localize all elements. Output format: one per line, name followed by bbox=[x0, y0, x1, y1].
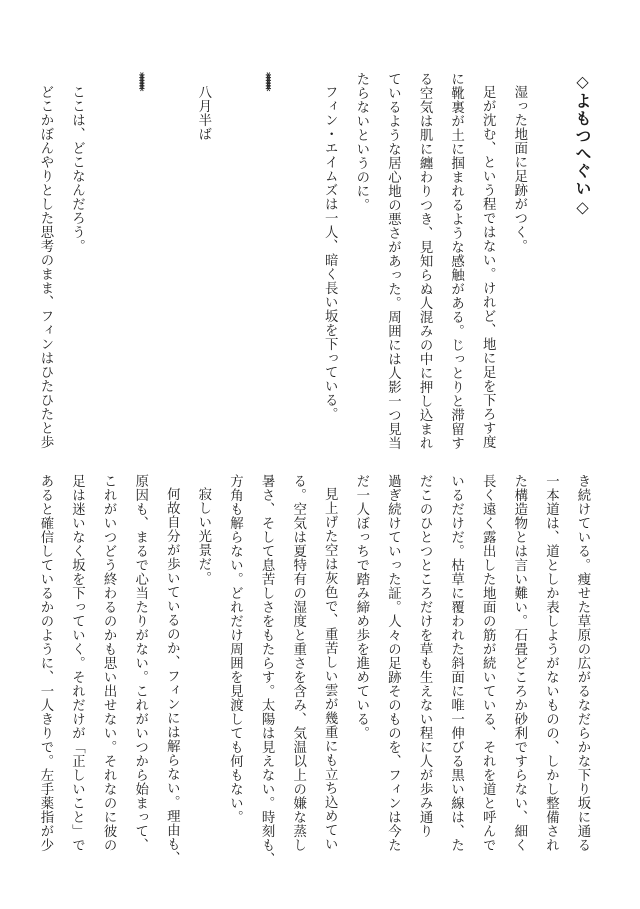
blank-line bbox=[156, 72, 188, 452]
paragraph-line: ここは、どこなんだろう。 bbox=[69, 85, 85, 254]
paragraph-line: き続けている。痩せた草原の広がるなだらかな下り坂に通る bbox=[575, 474, 590, 852]
paragraph-line: あると確信しているかのように、一人きりで。左手薬指が少 bbox=[37, 474, 53, 852]
paragraph-line: 過ぎ続けていった証。人々の足跡そのものを、フィンは今た bbox=[385, 474, 401, 852]
paragraph-line: これがいつどう終わるのかも思い出せない。それなのに彼の bbox=[101, 474, 117, 852]
paragraph-line: る空気は肌に纏わりつき、見知らぬ人混みの中に押し込まれ bbox=[417, 72, 433, 450]
upper-text-block bbox=[38, 72, 598, 452]
paragraph-line: 暑さ、そして息苦しさをもたらす。太陽は見えない。時刻も、 bbox=[259, 474, 275, 866]
paragraph-line: たらないというのに。 bbox=[353, 72, 369, 212]
paragraph-line: 見上げた空は灰色で、重苦しい雲が幾重にも立ち込めてい bbox=[322, 487, 338, 852]
paragraph-line: 一本道は、道としか表しようがないものの、しかし整備され bbox=[543, 474, 559, 852]
paragraph-line: 原因も、まるで心当たりがない。これがいつから始まって、 bbox=[132, 474, 148, 852]
paragraph-line: 湿った地面に足跡がつく。 bbox=[511, 85, 527, 254]
paragraph-line: 方角も解らない。どれだけ周囲を見渡しても何もない。 bbox=[227, 474, 243, 824]
paragraph-line: いるだけだ。枯草に覆われた斜面に唯一伸びる黒い線は、た bbox=[448, 474, 464, 852]
paragraph-line: 何故自分が歩いているのか、フィンには解らない。理由も、 bbox=[164, 487, 180, 866]
lower-text-block bbox=[37, 474, 598, 874]
paragraph-line: フィン・エイムズは一人、暗く長い坂を下っている。 bbox=[322, 85, 338, 422]
blank-line bbox=[219, 72, 251, 452]
section-divider: ****** bbox=[260, 72, 274, 89]
paragraph-line: ているような居心地の悪さがあった。周囲には人影一つ見当 bbox=[385, 72, 401, 450]
paragraph-line: た構造物とは言い難い。石畳どころか砂利ですらない、細く bbox=[511, 474, 527, 852]
paragraph-line: だこのひとつところだけを草も生えない程に人が歩み通り bbox=[417, 474, 433, 838]
blank-line bbox=[282, 72, 314, 452]
section-divider: ****** bbox=[133, 72, 147, 89]
paragraph-line: 寂しい光景だ。 bbox=[195, 487, 211, 586]
chapter-title: ◇よもつへぐい◇ bbox=[573, 72, 592, 218]
paragraph-line: 足は迷いなく坂を下っていく。それだけが「正しいこと」で bbox=[69, 474, 85, 852]
blank-line bbox=[535, 72, 567, 452]
paragraph-line: る。空気は夏特有の湿度と重さを含み、気温以上の嫌な蒸し bbox=[290, 474, 306, 852]
paragraph-line: どこかぼんやりとした思考のまま、フィンはひたひたと歩 bbox=[37, 85, 53, 450]
paragraph-line: に靴裏が土に掴まれるような感触がある。じっとりと滞留す bbox=[448, 72, 464, 450]
paragraph-line: だ一人ぼっちで踏み締め歩を進めている。 bbox=[353, 474, 369, 740]
paragraph-line: 足が沈む、という程ではない。けれど、地に足を下ろす度 bbox=[480, 85, 496, 450]
blank-line bbox=[93, 72, 125, 452]
date-line: 八月半ば bbox=[195, 85, 211, 142]
paragraph-line: 長く遠く露出した地面の筋が続いている、それを道と呼んで bbox=[480, 474, 496, 852]
